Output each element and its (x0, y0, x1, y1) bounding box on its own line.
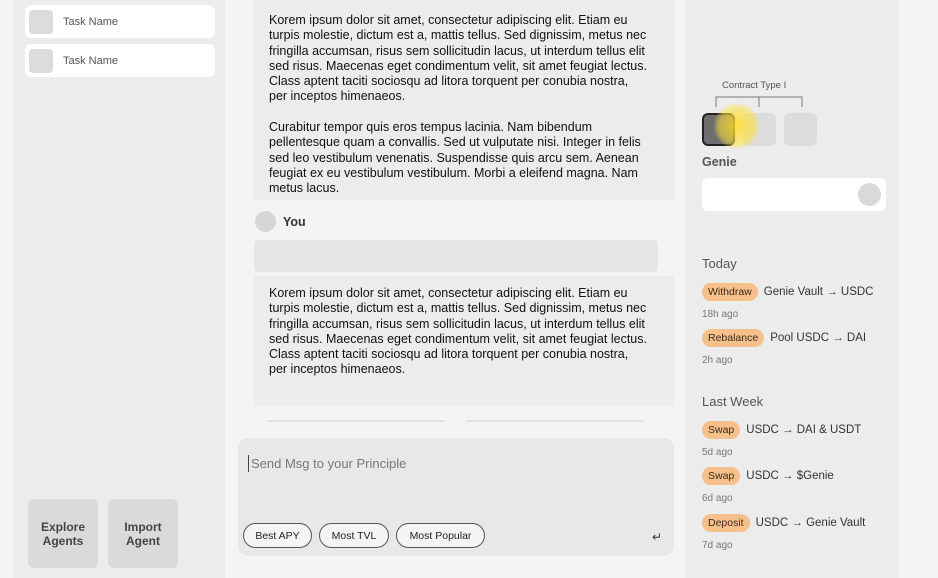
action-badge: Withdraw (702, 283, 758, 301)
enter-icon[interactable]: ↵ (652, 530, 663, 544)
history-description: Genie Vault → USDC (763, 286, 874, 298)
action-badge: Deposit (702, 514, 750, 532)
import-agent-button[interactable]: Import Agent (108, 499, 178, 568)
action-badge: Swap (702, 467, 740, 485)
right-panel (686, 0, 898, 578)
user-name: You (283, 215, 306, 229)
history-time: 5d ago (702, 447, 733, 458)
left-sidebar (14, 0, 225, 578)
action-badge: Swap (702, 421, 740, 439)
best-apy-chip[interactable]: Best APY (243, 523, 312, 548)
task-label: Task Name (63, 15, 119, 28)
agent-message: Curabitur tempor quis eros tempus lacinia. Nam bibendum pellentesque quam a convallis. Sed ut vulputate nisi. Integer in felis sed leo vestibulum venenatis. Suspendisse quis arcu sem. Aenean feugiat ex eu vestibulum vestibulum. Morbi a eleifend magna. Nam metus lacus. (269, 120, 641, 196)
user-avatar (255, 211, 276, 232)
history-item[interactable] (702, 467, 834, 504)
genie-label: Genie (702, 155, 737, 169)
history-item[interactable] (702, 329, 866, 366)
history-time: 7d ago (702, 540, 733, 551)
explore-agents-button[interactable]: Explore Agents (28, 499, 98, 568)
history-item[interactable] (702, 283, 873, 320)
history-time: 2h ago (702, 355, 733, 366)
chat-panel (238, 0, 686, 578)
history-time: 6d ago (702, 493, 733, 504)
cursor-highlight (714, 103, 760, 149)
agent-message: Korem ipsum dolor sit amet, consectetur adipiscing elit. Etiam eu turpis molestie, dictum est a, mattis tellus. Sed dignissim, metus nec fringilla accumsan, risus sem sollicitudin lacus, ut interdum tellus elit sed risus. Maecenas eget condimentum velit, sit amet feugiat lectus. Class aptent taciti sociosqu ad litora torquent per conubia nostra, per inceptos himenaeos. (269, 286, 647, 377)
task-icon (29, 10, 53, 34)
genie-toggle-field[interactable] (702, 178, 886, 211)
history-description: USDC → DAI & USDT (746, 424, 862, 436)
history-description: USDC → $Genie (746, 470, 834, 482)
history-time: 18h ago (702, 309, 739, 320)
toggle-knob[interactable] (858, 183, 881, 206)
task-item[interactable] (25, 5, 215, 38)
action-badge: Rebalance (702, 329, 764, 347)
task-label: Task Name (63, 54, 119, 67)
agent-message: Korem ipsum dolor sit amet, consectetur adipiscing elit. Etiam eu turpis molestie, dictum est a, mattis tellus. Sed dignissim, metus nec fringilla accumsan, risus sem sollicitudin lacus, ut interdum tellus elit sed risus. Maecenas eget condimentum velit, sit amet feugiat lectus. Class aptent taciti sociosqu ad litora torquent per conubia nostra, per inceptos himenaeos. (269, 13, 647, 104)
contract-type-label: Contract Type I (722, 80, 787, 91)
most-tvl-chip[interactable]: Most TVL (319, 523, 389, 548)
scroll-indicator (466, 420, 644, 422)
task-icon (29, 49, 53, 73)
task-item[interactable] (25, 44, 215, 77)
history-description: USDC → Genie Vault (755, 517, 866, 529)
message-input[interactable]: Send Msg to your Principle (248, 455, 406, 472)
history-item[interactable] (702, 421, 861, 458)
today-heading: Today (702, 256, 737, 271)
contract-type-option[interactable] (784, 113, 817, 146)
scroll-indicator (267, 420, 445, 422)
most-popular-chip[interactable]: Most Popular (396, 523, 485, 548)
history-description: Pool USDC → DAI (770, 332, 867, 344)
user-message (254, 240, 658, 272)
last-week-heading: Last Week (702, 394, 764, 409)
history-item[interactable] (702, 514, 865, 551)
message-composer[interactable] (238, 438, 674, 556)
